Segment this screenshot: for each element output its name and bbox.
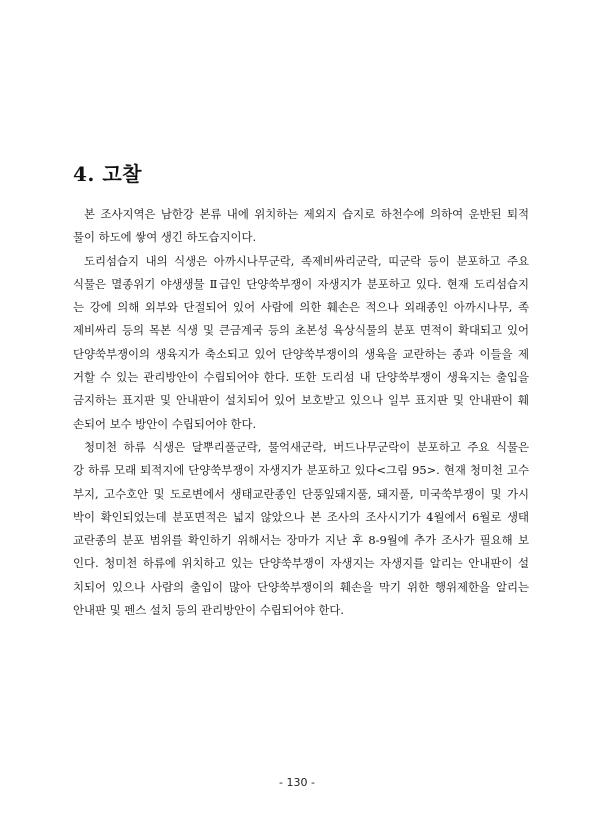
paragraph-3-line-1: 청미천 하류 식생은 달뿌리풀군락, 물억새군락, 버드나무군락이 분포하고 주요 식물은 bbox=[84, 439, 529, 454]
body-text bbox=[73, 203, 529, 622]
paragraph-2-line-7: 금지하는 표지판 및 안내판이 설치되어 있어 보호받고 있으나 일부 표지판 및 안내판이 훼 bbox=[73, 393, 529, 408]
paragraph-2-line-5: 단양쑥부쟁이의 생육지가 축소되고 있어 단양쑥부쟁이의 생육을 교란하는 종과 이들을 제 bbox=[73, 346, 529, 361]
paragraph-1-line-1: 본 조사지역은 남한강 본류 내에 위치하는 제외지 습지로 하천수에 의하여 운반된 퇴적 bbox=[84, 207, 529, 221]
paragraph-3-line-3: 부지, 고수호안 및 도로변에서 생태교란종인 단풍잎돼지풀, 돼지풀, 미국쑥부쟁이 및 가시 bbox=[73, 486, 529, 501]
section-heading: 4. 고찰 bbox=[73, 162, 142, 186]
paragraph-2-line-3: 는 강에 의해 외부와 단절되어 있어 사람에 의한 훼손은 적으나 외래종인 아까시나무, 족 bbox=[73, 300, 529, 315]
paragraph-2-line-4: 제비싸리 등의 목본 식생 및 큰금계국 등의 초본성 육상식물의 분포 면적이 확대되고 있어 bbox=[73, 323, 529, 338]
paragraph-1-line-2: 물이 하도에 쌓여 생긴 하도습지이다. bbox=[73, 230, 257, 245]
paragraph-2-line-8: 손되어 보수 방안이 수립되어야 한다. bbox=[73, 416, 257, 431]
paragraph-2-line-2: 식물은 멸종위기 야생생물 Ⅱ급인 단양쑥부쟁이 자생지가 분포하고 있다. 현재 도리섬습지 bbox=[73, 276, 529, 291]
paragraph-3-line-7: 치되어 있으나 사람의 출입이 많아 단양쑥부쟁이의 훼손을 막기 위한 행위제한을 알리는 bbox=[73, 579, 529, 594]
paragraph-2-line-1: 도리섬습지 내의 식생은 아까시나무군락, 족제비싸리군락, 띠군락 등이 분포하고 주요 bbox=[84, 253, 529, 268]
paragraph-3-line-5: 교란종의 분포 범위를 확인하기 위해서는 장마가 지난 후 8-9월에 추가 조사가 필요해 보 bbox=[73, 533, 529, 548]
paragraph-3-line-2: 강 하류 모래 퇴적지에 단양쑥부쟁이 자생지가 분포하고 있다<그림 95>. 현재 청미천 고수 bbox=[73, 463, 529, 478]
paragraph-3-line-4: 박이 확인되었는데 분포면적은 넓지 않았으나 본 조사의 조사시기가 4월에서 6월로 생태 bbox=[73, 509, 529, 524]
paragraph-2-line-6: 거할 수 있는 관리방안이 수립되어야 한다. 또한 도리섬 내 단양쑥부쟁이 생육지는 출입을 bbox=[73, 370, 529, 385]
paragraph-3-line-6: 인다. 청미천 하류에 위치하고 있는 단양쑥부쟁이 자생지는 자생지를 알리는 안내판이 설 bbox=[73, 556, 529, 571]
paragraph-3-line-8: 안내판 및 펜스 설치 등의 관리방안이 수립되어야 한다. bbox=[73, 603, 345, 618]
page-number: - 130 - bbox=[279, 776, 315, 789]
